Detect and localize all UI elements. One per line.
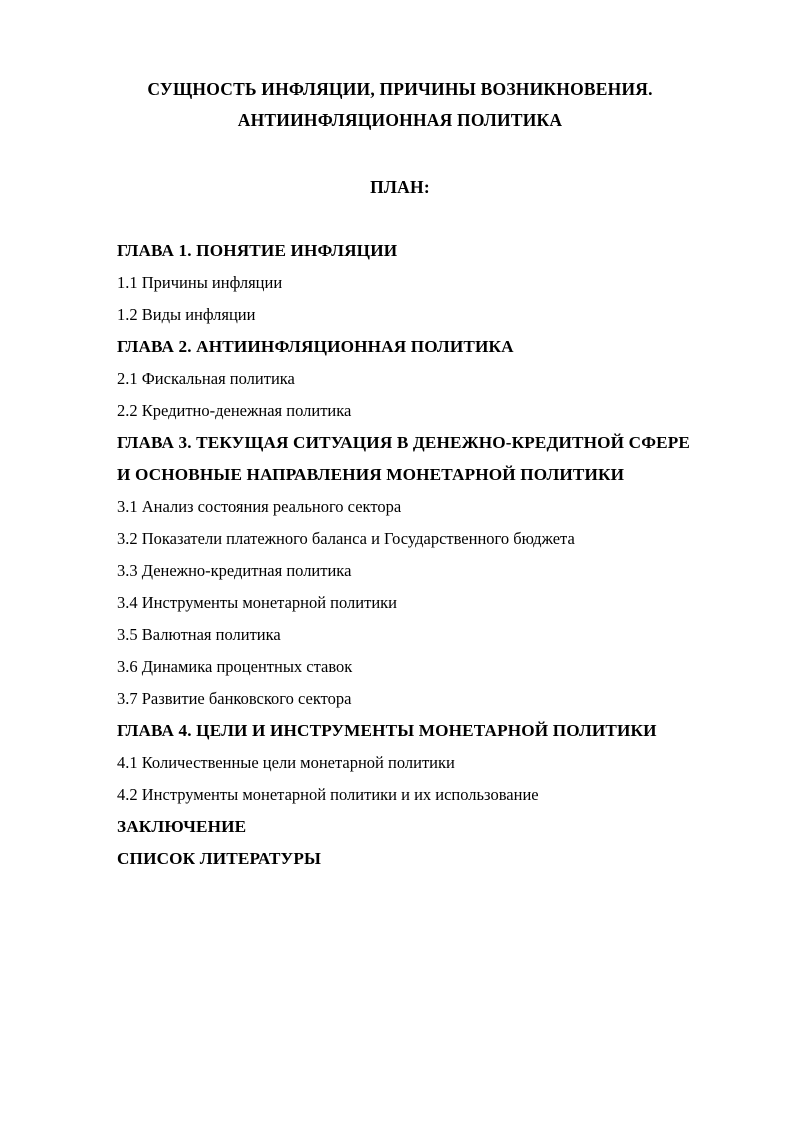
toc-line: 4.1 Количественные цели монетарной политики: [117, 753, 455, 772]
toc-line: 3.5 Валютная политика: [117, 625, 281, 644]
toc-line: ЗАКЛЮЧЕНИЕ: [117, 817, 247, 836]
table-of-contents: [117, 235, 757, 875]
toc-line: 3.2 Показатели платежного баланса и Государственного бюджета: [117, 529, 575, 548]
document-title-line-2: АНТИИНФЛЯЦИОННАЯ ПОЛИТИКА: [237, 110, 563, 130]
toc-line: 2.2 Кредитно-денежная политика: [117, 401, 352, 420]
toc-line: СПИСОК ЛИТЕРАТУРЫ: [117, 849, 321, 868]
toc-line: ГЛАВА 4. ЦЕЛИ И ИНСТРУМЕНТЫ МОНЕТАРНОЙ ПОЛИТИКИ: [117, 721, 657, 740]
toc-line: 1.1 Причины инфляции: [117, 273, 283, 292]
toc-line: 4.2 Инструменты монетарной политики и их использование: [117, 785, 539, 804]
toc-line: 3.6 Динамика процентных ставок: [117, 657, 353, 676]
toc-line: 3.7 Развитие банковского сектора: [117, 689, 352, 708]
toc-line: ГЛАВА 1. ПОНЯТИЕ ИНФЛЯЦИИ: [117, 241, 398, 260]
plan-heading: ПЛАН:: [370, 177, 430, 197]
document-title-line-1: СУЩНОСТЬ ИНФЛЯЦИИ, ПРИЧИНЫ ВОЗНИКНОВЕНИЯ.: [147, 79, 653, 99]
toc-line: 3.1 Анализ состояния реального сектора: [117, 497, 402, 516]
toc-line: ГЛАВА 2. АНТИИНФЛЯЦИОННАЯ ПОЛИТИКА: [117, 337, 514, 356]
toc-line: ГЛАВА 3. ТЕКУЩАЯ СИТУАЦИЯ В ДЕНЕЖНО-КРЕДИТНОЙ СФЕРЕ: [117, 433, 691, 452]
document-title: [0, 74, 800, 136]
toc-line: 2.1 Фискальная политика: [117, 369, 295, 388]
toc-line: 3.4 Инструменты монетарной политики: [117, 593, 397, 612]
toc-line: 3.3 Денежно-кредитная политика: [117, 561, 352, 580]
toc-line: И ОСНОВНЫЕ НАПРАВЛЕНИЯ МОНЕТАРНОЙ ПОЛИТИКИ: [117, 465, 625, 484]
toc-line: 1.2 Виды инфляции: [117, 305, 256, 324]
